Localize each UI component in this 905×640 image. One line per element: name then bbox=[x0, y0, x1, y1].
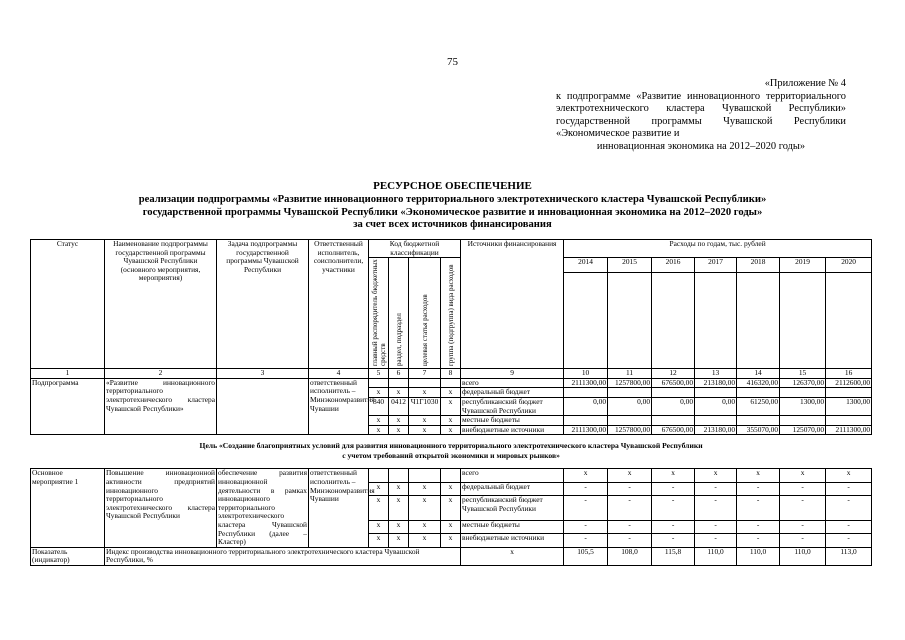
goal-row bbox=[31, 435, 872, 469]
header-year-spacer bbox=[695, 273, 737, 369]
subtitle-line-3: за счет всех источников финансирования bbox=[353, 219, 552, 230]
header-sources: Источники финансирования bbox=[461, 240, 564, 369]
row-value: 355070,00 bbox=[737, 425, 780, 435]
row-task: обеспечение развития инновационной деятельности в рамках инновационного территориального электротехнического кластера Чувашской Республики (далее – Кластер) bbox=[218, 468, 307, 547]
header-year-spacer bbox=[608, 273, 652, 369]
row-value: - bbox=[652, 534, 695, 547]
column-number: 11 bbox=[608, 369, 652, 379]
row-value: x bbox=[826, 469, 872, 482]
row-value: 0,00 bbox=[695, 397, 737, 415]
indicator-status: Показатель (индикатор) bbox=[31, 547, 105, 565]
row-value: - bbox=[780, 521, 826, 534]
row-code: x bbox=[409, 482, 441, 495]
appendix-header bbox=[556, 78, 846, 154]
row-code: x bbox=[441, 495, 461, 520]
row-code: x bbox=[389, 534, 409, 547]
row-value: - bbox=[826, 534, 872, 547]
row-value bbox=[695, 416, 737, 426]
row-value: - bbox=[695, 534, 737, 547]
row-value: - bbox=[737, 495, 780, 520]
row-value: - bbox=[737, 521, 780, 534]
row-code: x bbox=[389, 425, 409, 435]
row-code: x bbox=[441, 521, 461, 534]
row-source: внебюджетные источники bbox=[461, 425, 564, 435]
row-value: - bbox=[608, 495, 652, 520]
column-number: 7 bbox=[409, 369, 441, 379]
header-year-spacer bbox=[826, 273, 872, 369]
indicator-source: x bbox=[461, 547, 564, 565]
column-number: 6 bbox=[389, 369, 409, 379]
goal-text bbox=[31, 435, 872, 469]
table-row bbox=[31, 469, 872, 482]
row-value: 0,00 bbox=[564, 397, 608, 415]
row-value: - bbox=[780, 534, 826, 547]
row-code: Ч1Г1030 bbox=[409, 397, 441, 415]
row-value: 676500,00 bbox=[652, 378, 695, 388]
column-number: 12 bbox=[652, 369, 695, 379]
indicator-value: 115,8 bbox=[652, 547, 695, 565]
row-task bbox=[217, 378, 309, 435]
header-code-col bbox=[389, 258, 409, 369]
row-value: 1257800,00 bbox=[608, 378, 652, 388]
row-value: 125070,00 bbox=[780, 425, 826, 435]
row-code: x bbox=[369, 495, 389, 520]
row-code bbox=[369, 469, 389, 482]
row-value: - bbox=[608, 521, 652, 534]
row-source: республиканский бюджет Чувашской Республики bbox=[461, 397, 564, 415]
column-number: 4 bbox=[309, 369, 369, 379]
row-value: - bbox=[652, 495, 695, 520]
row-code: x bbox=[369, 388, 389, 398]
row-value: - bbox=[826, 495, 872, 520]
indicator-name: Индекс производства инновационного территориального электротехнического кластера Чувашской Республики, % bbox=[105, 547, 461, 565]
header-status: Статус bbox=[31, 240, 105, 369]
row-value: x bbox=[652, 469, 695, 482]
row-code: x bbox=[389, 416, 409, 426]
row-value: - bbox=[695, 495, 737, 520]
row-source: федеральный бюджет bbox=[461, 388, 564, 398]
row-value bbox=[608, 416, 652, 426]
row-code: x bbox=[409, 425, 441, 435]
row-code: x bbox=[409, 416, 441, 426]
row-source: всего bbox=[461, 378, 564, 388]
row-value: - bbox=[564, 534, 608, 547]
row-value: 213180,00 bbox=[695, 378, 737, 388]
header-year-spacer bbox=[780, 273, 826, 369]
row-value: - bbox=[695, 521, 737, 534]
header-row bbox=[31, 240, 872, 258]
column-number: 15 bbox=[780, 369, 826, 379]
header-name: Наименование подпрограммы государственной программы Чувашской Республики (основного мероприятия, мероприятия) bbox=[105, 240, 217, 369]
row-value: 213180,00 bbox=[695, 425, 737, 435]
header-code-label: целевая статья расходов bbox=[420, 294, 429, 367]
indicator-value: 110,0 bbox=[737, 547, 780, 565]
row-code: x bbox=[369, 416, 389, 426]
header-executor: Ответственный исполнитель, соисполнители, участники bbox=[309, 240, 369, 369]
resource-table bbox=[30, 239, 872, 566]
row-value: 2111300,00 bbox=[826, 425, 872, 435]
column-number: 5 bbox=[369, 369, 389, 379]
row-code: 0412 bbox=[389, 397, 409, 415]
row-value: 416320,00 bbox=[737, 378, 780, 388]
row-code bbox=[409, 469, 441, 482]
row-value: - bbox=[780, 495, 826, 520]
row-code: x bbox=[369, 534, 389, 547]
row-executor: ответственный исполнитель – Минэкономразвития Чувашии bbox=[309, 378, 369, 435]
column-number: 3 bbox=[217, 369, 309, 379]
row-code: 840 bbox=[369, 397, 389, 415]
row-status: Подпрограмма bbox=[31, 378, 105, 435]
row-value: - bbox=[737, 534, 780, 547]
row-code: x bbox=[441, 482, 461, 495]
column-number: 10 bbox=[564, 369, 608, 379]
row-value: 0,00 bbox=[652, 397, 695, 415]
column-number: 8 bbox=[441, 369, 461, 379]
header-code-label: главный распорядитель бюджетных средств bbox=[370, 259, 387, 367]
row-code: x bbox=[389, 521, 409, 534]
header-code-label: раздел, подраздел bbox=[394, 313, 403, 367]
appendix-last-line: инновационная экономика на 2012–2020 годы» bbox=[596, 140, 806, 152]
row-source: местные бюджеты bbox=[461, 521, 564, 534]
row-value: - bbox=[652, 521, 695, 534]
row-code: x bbox=[369, 482, 389, 495]
row-value: 676500,00 bbox=[652, 425, 695, 435]
header-year-spacer bbox=[737, 273, 780, 369]
row-source: республиканский бюджет Чувашской Республики bbox=[461, 495, 564, 520]
header-year: 2014 bbox=[564, 258, 608, 273]
header-year: 2019 bbox=[780, 258, 826, 273]
row-executor: ответственный исполнитель – Минэкономразвития Чувашии bbox=[309, 469, 369, 547]
subtitle-line-2: государственной программы Чувашской Республики «Экономическое развитие и инновационная экономика на 2012–2020 годы» bbox=[142, 206, 763, 218]
document-title: РЕСУРСНОЕ ОБЕСПЕЧЕНИЕ bbox=[373, 180, 532, 192]
row-value: 0,00 bbox=[608, 397, 652, 415]
appendix-title: «Приложение № 4 bbox=[764, 78, 846, 89]
row-value: - bbox=[564, 521, 608, 534]
row-value bbox=[564, 416, 608, 426]
table-body bbox=[31, 240, 872, 566]
row-value: 2112600,00 bbox=[826, 378, 872, 388]
row-name: «Развитие инновационного территориального электротехнического кластера Чувашской Республики» bbox=[105, 378, 217, 435]
header-year-spacer bbox=[652, 273, 695, 369]
page-number: 75 bbox=[447, 56, 458, 68]
row-value: - bbox=[826, 482, 872, 495]
row-code: x bbox=[441, 425, 461, 435]
row-value: 2111300,00 bbox=[564, 425, 608, 435]
row-value: x bbox=[780, 469, 826, 482]
row-code: x bbox=[369, 425, 389, 435]
row-value: x bbox=[564, 469, 608, 482]
row-code: x bbox=[409, 521, 441, 534]
row-code: x bbox=[441, 397, 461, 415]
row-value bbox=[826, 416, 872, 426]
row-value: 61250,00 bbox=[737, 397, 780, 415]
header-budget-code: Код бюджетной классификации bbox=[369, 240, 461, 258]
header-year-spacer bbox=[564, 273, 608, 369]
row-value: 1300,00 bbox=[826, 397, 872, 415]
row-value: - bbox=[608, 534, 652, 547]
row-value: - bbox=[780, 482, 826, 495]
column-number: 1 bbox=[31, 369, 105, 379]
column-number: 14 bbox=[737, 369, 780, 379]
row-value: x bbox=[695, 469, 737, 482]
indicator-value: 105,5 bbox=[564, 547, 608, 565]
row-value: - bbox=[652, 482, 695, 495]
row-value bbox=[652, 416, 695, 426]
header-task: Задача подпрограммы государственной программы Чувашской Республики bbox=[217, 240, 309, 369]
header-code-col bbox=[441, 258, 461, 369]
header-code-col bbox=[409, 258, 441, 369]
row-code bbox=[441, 469, 461, 482]
row-value: 126370,00 bbox=[780, 378, 826, 388]
row-value: - bbox=[608, 482, 652, 495]
indicator-row bbox=[31, 547, 872, 565]
row-code: x bbox=[409, 534, 441, 547]
goal-line-2: с учетом требований открытой экономики и мировых рынков» bbox=[342, 450, 560, 460]
indicator-value: 110,0 bbox=[695, 547, 737, 565]
row-source: федеральный бюджет bbox=[461, 482, 564, 495]
header-expenses: Расходы по годам, тыс. рублей bbox=[564, 240, 872, 258]
row-value: x bbox=[608, 469, 652, 482]
indicator-value: 113,0 bbox=[826, 547, 872, 565]
row-value bbox=[780, 416, 826, 426]
row-value: - bbox=[695, 482, 737, 495]
row-code: x bbox=[369, 521, 389, 534]
row-value: 1300,00 bbox=[780, 397, 826, 415]
document-subtitle bbox=[0, 194, 905, 232]
column-number: 16 bbox=[826, 369, 872, 379]
row-code: x bbox=[389, 482, 409, 495]
row-code bbox=[389, 469, 409, 482]
header-year: 2017 bbox=[695, 258, 737, 273]
row-code: x bbox=[441, 416, 461, 426]
row-value: x bbox=[737, 469, 780, 482]
row-code: x bbox=[389, 388, 409, 398]
indicator-value: 110,0 bbox=[780, 547, 826, 565]
row-value: - bbox=[564, 495, 608, 520]
row-name: Повышение инновационной активности предприятий инновационного территориального электротехнического кластера Чувашской Республики bbox=[105, 469, 217, 547]
row-code: x bbox=[441, 534, 461, 547]
row-source: внебюджетные источники bbox=[461, 534, 564, 547]
row-value: - bbox=[737, 482, 780, 495]
row-value bbox=[737, 416, 780, 426]
goal-line-1: Цель «Создание благоприятных условий для развития инновационного территориального электротехнического кластера Чувашской Республики bbox=[199, 441, 703, 451]
header-year: 2015 bbox=[608, 258, 652, 273]
indicator-value: 108,0 bbox=[608, 547, 652, 565]
row-value: 1257800,00 bbox=[608, 425, 652, 435]
row-status: Основное мероприятие 1 bbox=[31, 469, 105, 547]
appendix-body: к подпрограмме «Развитие инновационного территориального электротехнического кластера Чувашской Республики» государственной программы Чувашской Республики «Экономическое развитие и bbox=[556, 90, 846, 140]
row-code: x bbox=[389, 495, 409, 520]
column-number: 13 bbox=[695, 369, 737, 379]
row-source: местные бюджеты bbox=[461, 416, 564, 426]
header-year: 2020 bbox=[826, 258, 872, 273]
row-source: всего bbox=[461, 469, 564, 482]
row-code: x bbox=[409, 495, 441, 520]
subtitle-line-1: реализации подпрограммы «Развитие инновационного территориального электротехнического кластера Чувашской Республики» bbox=[138, 194, 767, 205]
column-number: 9 bbox=[461, 369, 564, 379]
row-value: 2111300,00 bbox=[564, 378, 608, 388]
row-code: x bbox=[409, 388, 441, 398]
row-value: - bbox=[826, 521, 872, 534]
header-year: 2018 bbox=[737, 258, 780, 273]
header-code-col bbox=[369, 258, 389, 369]
header-code-label: группа (подгруппа) вида расходов bbox=[446, 264, 455, 367]
row-value: - bbox=[564, 482, 608, 495]
row-code: x bbox=[441, 388, 461, 398]
column-number: 2 bbox=[105, 369, 217, 379]
column-numbers-row bbox=[31, 369, 872, 379]
header-year: 2016 bbox=[652, 258, 695, 273]
